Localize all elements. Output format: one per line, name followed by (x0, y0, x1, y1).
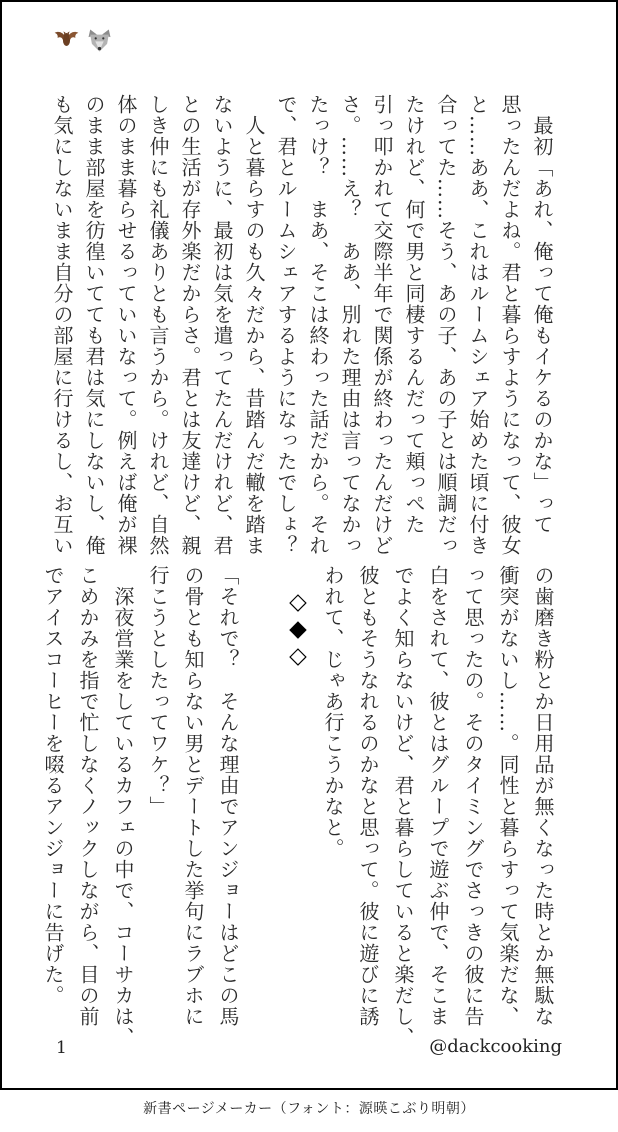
text-column: さ。……え？ ああ、別れた理由は言ってなかっ (338, 94, 362, 556)
text-column: 「それで？ そんな理由でアンジョーはどこの馬 (216, 565, 240, 1027)
author-handle: @dackcooking (429, 1036, 562, 1057)
text-column: われて、じゃあ行こうかなと。 (321, 565, 345, 859)
text-column: と……ああ、これはルームシェア始めた頃に付き (466, 94, 490, 556)
text-column: 衝突がないし……。同性と暮らすって気楽だな、 (496, 565, 520, 1027)
generator-caption: 新書ページメーカー（フォント：源暎こぶり明朝） (143, 1101, 475, 1117)
text-column: でアイスコーヒーを啜るアンジョーに告げた。 (41, 565, 65, 1006)
text-column: も気にしないまま自分の部屋に行けるし、お互い (50, 94, 74, 556)
text-column: って思ったの。そのタイミングでさっきの彼に告 (461, 565, 485, 1027)
text-column: との生活が存外楽だからさ。君とは友達けど、親 (178, 94, 202, 556)
text-block-top (46, 94, 558, 560)
text-block-bottom-part2 (35, 565, 245, 1048)
header-emoji-row (53, 27, 113, 54)
text-column: 思ったんだよね。君と暮らすようになって、彼女 (498, 94, 522, 556)
text-column: の骨とも知らない男とデートした挙句にラブホに (181, 565, 205, 1027)
text-column: しき仲にも礼儀ありとも言うから。けれど、自然 (146, 94, 170, 556)
text-column: で、君とルームシェアするようになったでしょ？ (274, 94, 298, 556)
text-column: たっけ？ まあ、そこは終わった話だから。それ (306, 94, 330, 556)
text-column: 最初「あれ、俺って俺もイケるのかな」って (530, 94, 554, 535)
text-column: でよく知らないけど、君と暮らしていると楽だし、 (391, 565, 415, 1048)
text-column: 行こうとしたってワケ？」 (146, 565, 170, 817)
text-column: 彼ともそうなれるのかなと思って。彼に遊びに誘 (356, 565, 380, 1027)
wolf-emoji-icon (86, 27, 113, 54)
text-column: 体のまま暮らせるっていいなって。例えば俺が裸 (114, 94, 138, 556)
scene-break-diamonds: ◇◆◇ (285, 589, 311, 670)
text-column: こめかみを指で忙しなくノックしながら、目の前 (76, 565, 100, 1027)
page-number: 1 (56, 1038, 67, 1058)
bat-emoji-icon (53, 27, 80, 54)
text-column: 人と暮らすのも久々だから、昔踏んだ轍を踏ま (242, 94, 266, 556)
text-column: 白をされて、彼とはグループで遊ぶ仲で、そこま (426, 565, 450, 1027)
text-column: たけれど、何で男と同棲するんだって頬っぺた (402, 94, 426, 535)
text-column: 合ってた……そう、あの子、あの子とは順調だっ (434, 94, 458, 556)
text-column: 深夜営業をしているカフェの中で、コーサカは、 (111, 565, 135, 1048)
text-column: 引っ叩かれて交際半年で関係が終わったんだけど (370, 94, 394, 556)
text-column: のまま部屋を彷徨いてても君は気にしないし、俺 (82, 94, 106, 556)
text-column: ないように、最初は気を遣ってたんだけれど、君 (210, 94, 234, 556)
text-column: の歯磨き粉とか日用品が無くなった時とか無駄な (531, 565, 555, 1027)
